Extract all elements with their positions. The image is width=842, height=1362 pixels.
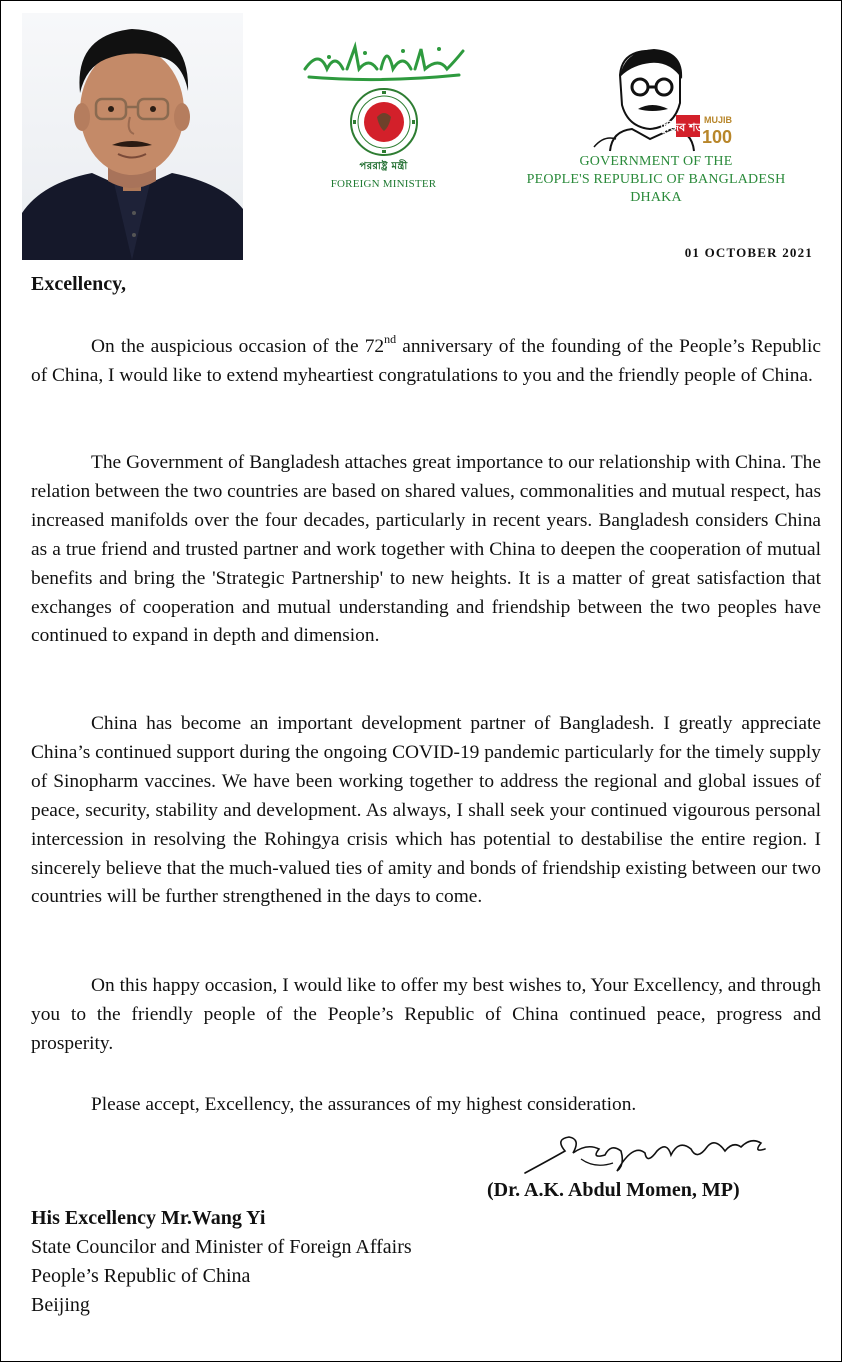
paragraph-2 (31, 449, 821, 651)
addressee-name: His Excellency Mr.Wang Yi (31, 1207, 266, 1229)
minister-title-bengali: পররাষ্ট্র মন্ত্রী (359, 161, 408, 172)
paragraph-4 (31, 972, 821, 1059)
government-line-2: PEOPLE'S REPUBLIC OF BANGLADESH (526, 172, 786, 187)
paragraph-3-text: China has become an important development partner of Bangladesh. I greatly appreciate China’s continued support during the ongoing COVID-19 pandemic particularly for the timely supply of Sinopharm vaccines. We have been working together to address the regional and global issues of peace, security, stability and development. As always, I shall seek your continued vigourous personal intercession in resolving the Rohingya crisis which has potential to destabilise the entire region. I sincerely believe that the much-valued ties of amity and bonds of friendship existing between our two countries will be further strengthened in the days to come. (31, 713, 821, 908)
calligraphy-icon (299, 39, 469, 83)
paragraph-5 (31, 1091, 821, 1120)
paragraph-1-start: On the auspicious occasion of the 72 (91, 336, 385, 357)
letter-date: 01 OCTOBER 2021 (684, 245, 813, 260)
mujib-logo-number: 100 (702, 127, 733, 147)
paragraph-3 (31, 710, 821, 912)
seal-icon (349, 87, 419, 157)
mujib-logo-bengali: মুজিব শতবর্ষ (660, 121, 716, 134)
addressee-line-3: Beijing (31, 1294, 90, 1316)
paragraph-1-rest: anniversary of the founding of the People’s Republic of China, I would like to extend myheartiest congratulations to you and the friendly people of China. (31, 336, 821, 386)
salutation: Excellency, (31, 273, 126, 295)
signer-name: (Dr. A.K. Abdul Momen, MP) (487, 1179, 740, 1201)
addressee-line-2: People’s Republic of China (31, 1265, 251, 1287)
ministry-emblem (291, 39, 476, 190)
mujib-logo-icon (576, 43, 736, 153)
government-line-1: GOVERNMENT OF THE (579, 154, 733, 169)
addressee-block (31, 1204, 412, 1320)
portrait-icon (22, 13, 243, 260)
minister-title: FOREIGN MINISTER (330, 178, 437, 190)
paragraph-2-text: The Government of Bangladesh attaches great importance to our relationship with China. The relation between the two countries are based on shared values, commonalities and mutual respect, has increased manifolds over the four decades, particularly in recent years. Bangladesh considers China as a true friend and trusted partner and work together with China to deepen the cooperation of mutual benefits and bring the 'Strategic Partnership' to new heights. It is a matter of great satisfaction that exchanges of cooperation and mutual understanding and friendship between the two peoples have continued to expand in depth and dimension. (31, 452, 821, 647)
government-header (506, 43, 806, 207)
paragraph-1 (31, 333, 821, 391)
paragraph-4-text: On this happy occasion, I would like to offer my best wishes to, Your Excellency, and through you to the friendly people of the People’s Republic of China continued peace, progress and prosperity. (31, 975, 821, 1054)
paragraph-5-text: Please accept, Excellency, the assurances of my highest consideration. (91, 1094, 637, 1115)
ordinal-suffix: nd (384, 332, 397, 346)
minister-photo (22, 13, 243, 260)
signature-icon (521, 1129, 771, 1177)
addressee-line-1: State Councilor and Minister of Foreign Affairs (31, 1236, 412, 1258)
government-line-3: DHAKA (630, 190, 682, 205)
mujib-logo-text: MUJIB (704, 115, 733, 125)
